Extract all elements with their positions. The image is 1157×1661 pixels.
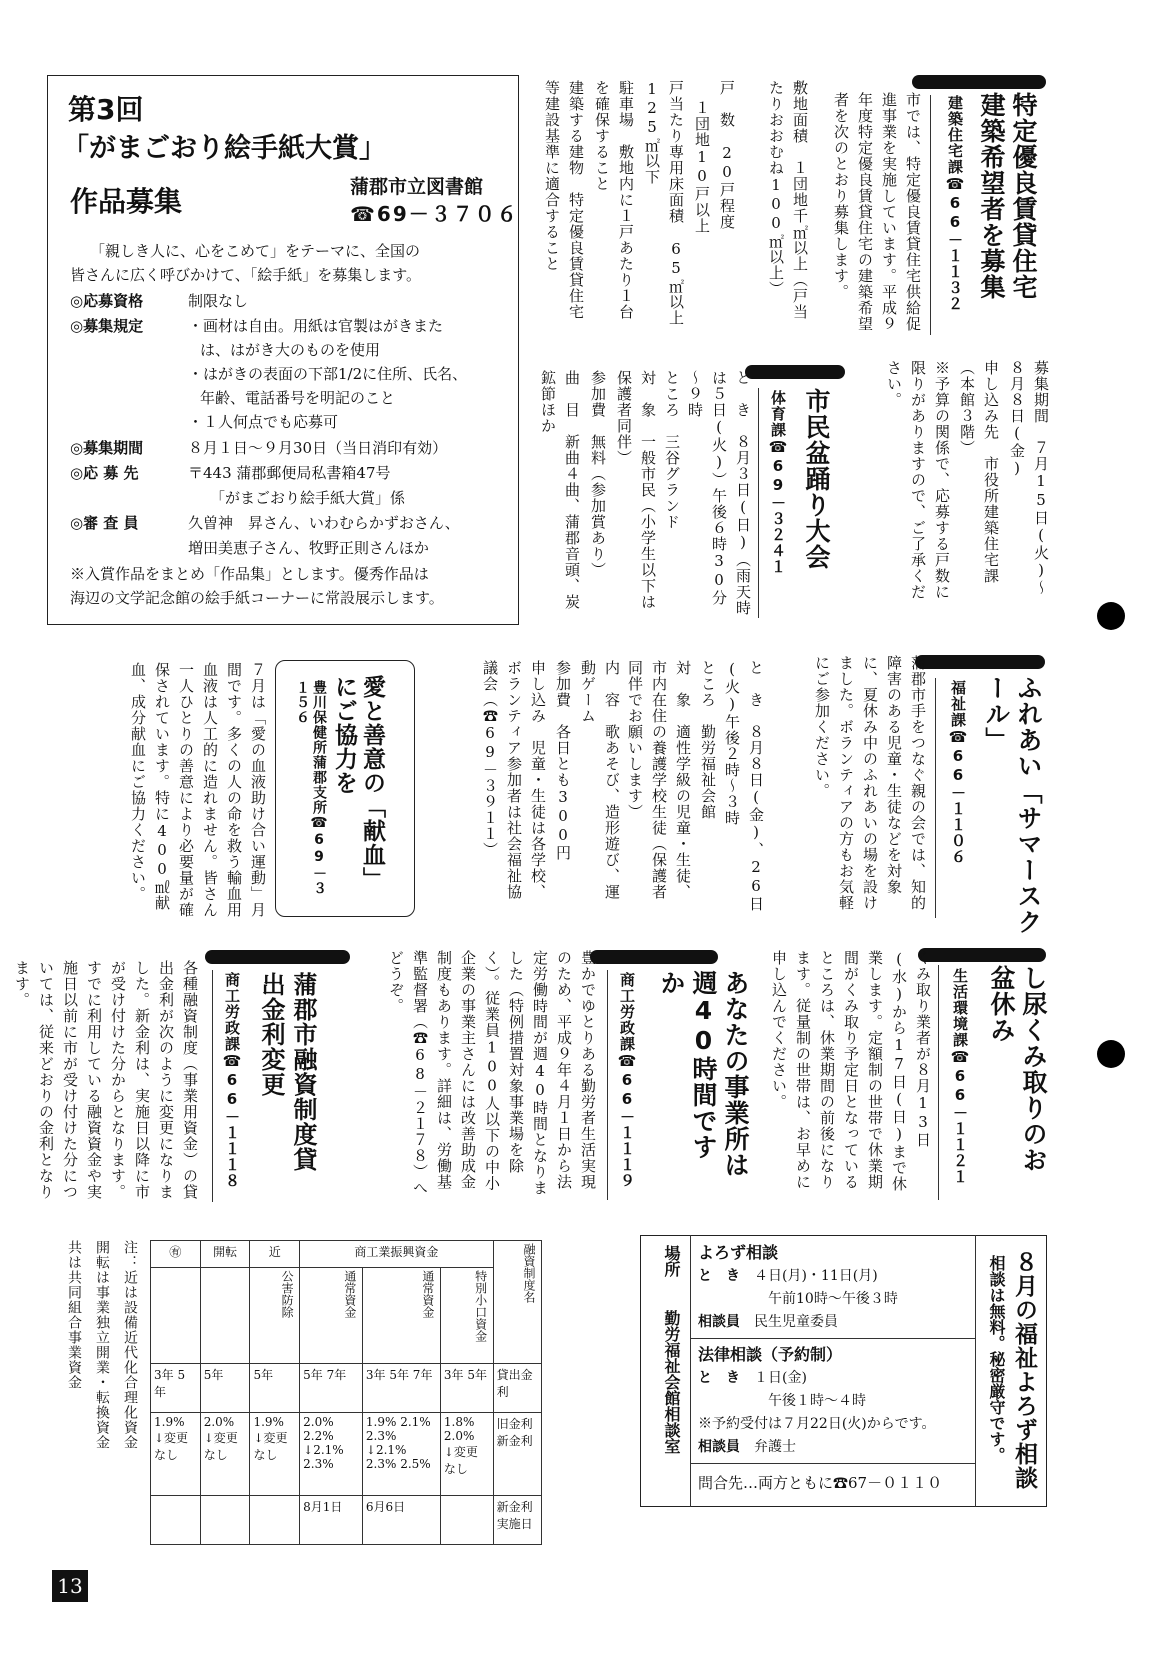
cell-term: 3年 5年	[151, 1364, 201, 1413]
consult-sub: 相談は無料。秘密厳守です。	[987, 1255, 1006, 1463]
fureai-target: 対 象 適性学級の児童・生徒、市内在住の養護学校生徒（保護者同伴でお願いします）	[626, 660, 692, 900]
cell-term: 5年	[200, 1364, 250, 1413]
loan-note-2: 開転は事業独立開業・転換資金	[94, 1240, 110, 1450]
housing-conditions-4: 戸当たり専用床面積 65㎡以上125㎡以下	[643, 80, 685, 326]
contest-address: ◎応 募 先 〒443 蒲郡郵便局私書箱47号	[70, 464, 391, 482]
housing-note: ※予算の関係で、応募する戸数に限りがありますので、ご了承ください。	[885, 360, 951, 600]
cell-term: 3年 5年 7年	[362, 1364, 440, 1413]
cell-name: 特別小口資金	[440, 1268, 493, 1364]
contest-rules-2: は、はがき大のものを使用	[200, 341, 381, 359]
yorozu-staff: 相談員 民生児童委員	[698, 1314, 838, 1330]
fureai-content: 内 容 歌あそび、造形遊び、運動ゲーム	[579, 660, 621, 900]
yorozu-title: よろず相談	[698, 1243, 779, 1262]
consult-place: 勤労福祉会館相談室	[662, 1310, 681, 1454]
cell-date: 8月1日	[300, 1496, 363, 1545]
fureai-fee: 参加費 各日とも300円	[554, 660, 572, 861]
contest-title-2: 「がまごおり絵手紙大賞」	[62, 133, 386, 164]
cell-term: 5年 7年	[300, 1364, 363, 1413]
loan-body: 各種融資制度（事業用資金）の貸出金利が次のように変更になりました。新金利は、実施日以降に市が受け付けた分からとなります。すでに利用している融資資金や実施日以前に市が受け付けた分については、従来どおりの金利となります。	[13, 960, 199, 1200]
housing-dept: 建築住宅課☎66－１１３２	[946, 95, 964, 312]
loan-note-3: 共は共同組合事業資金	[66, 1240, 82, 1390]
fureai-apply: 申し込み 児童・生徒は各学校、ボランティア参加者は社会福祉協議会（☎69－３９１１）	[481, 660, 547, 900]
cell-date	[440, 1496, 493, 1545]
fureai-title: ふれあい「サマースクール」	[982, 675, 1043, 935]
col-group: 商工業振興資金	[300, 1241, 493, 1268]
shinyo-divider	[938, 965, 939, 1200]
work40-dept: 商工労政課☎66－１１１９	[618, 972, 636, 1189]
bon-divider	[758, 388, 759, 618]
bon-title: 市民盆踊り大会	[802, 388, 831, 570]
legal-note: ※予約受付は７月22日(火)からです。	[698, 1416, 936, 1432]
housing-conditions-1: 敷地面積 １団地千㎡以上（戸当たりおおむね100㎡以上）	[767, 80, 809, 320]
housing-bar	[912, 75, 1046, 89]
consult-divider-2	[690, 1235, 691, 1507]
loan-bar	[205, 950, 350, 964]
cell-name: 通常資金	[362, 1268, 440, 1364]
cell-date	[151, 1496, 201, 1545]
contest-eligibility: ◎応募資格 制限なし	[70, 292, 249, 310]
loan-dept: 商工労政課☎66－１１１８	[223, 972, 241, 1189]
contest-note-1: ※入賞作品をまとめ「作品集」とします。優秀作品は	[70, 565, 429, 583]
contest-intro-1: 「親しき人に、心をこめて」をテーマに、全国の	[90, 242, 421, 260]
page-number: 13	[52, 1570, 88, 1602]
loan-body-cont	[560, 1235, 635, 1485]
contest-title-3: 作品募集	[70, 185, 183, 218]
cell-old: 1.9% 2.1% 2.3% ↓2.1% 2.3% 2.5%	[362, 1412, 440, 1495]
loan-title: 蒲郡市融資制度貸出金利変更	[257, 972, 317, 1172]
contest-judges-2: 増田美恵子さん、牧野正則さんほか	[188, 539, 429, 557]
bon-fee: 参加費 無料（参加賞あり）	[589, 370, 607, 578]
bon-songs: 曲 目 新曲４曲、蒲郡音頭、炭鉱節ほか	[539, 370, 581, 610]
contest-org: 蒲郡市立図書館	[350, 176, 484, 198]
col-kin: 近	[250, 1241, 300, 1268]
col-kyo: ㊒	[151, 1241, 201, 1268]
work40-title: あなたの事業所は週40時間ですか	[657, 970, 750, 1178]
contest-intro-2: 皆さんに広く呼びかけて、「絵手紙」を募集します。	[70, 266, 422, 284]
fureai-divider	[935, 678, 936, 918]
contest-address-2: 「がまごおり絵手紙大賞」係	[210, 489, 406, 507]
col-kai: 開転	[200, 1241, 250, 1268]
row-rates: 旧金利 新金利	[493, 1412, 541, 1495]
cell-old: 1.9% ↓変更なし	[250, 1412, 300, 1495]
contest-judges: ◎審 査 員 久曽神 昇さん、いわむらかずおさん、	[70, 514, 460, 532]
cell-old: 2.0% ↓変更なし	[200, 1412, 250, 1495]
cell-term: 3年 5年	[440, 1364, 493, 1413]
contest-rules: ◎募集規定 ・画材は自由。用紙は官製はがきまた	[70, 317, 444, 335]
consult-hr-2	[690, 1463, 976, 1464]
fureai-where: ところ 勤労福祉会館	[699, 660, 717, 820]
cell-name: 通常資金	[300, 1268, 363, 1364]
housing-conditions-3: １団地10戸以上	[693, 100, 711, 234]
cell-term: 5年	[250, 1364, 300, 1413]
shinyo-title: し尿くみ取りのお盆休み	[987, 965, 1048, 1173]
fureai-body: 蒲郡市手をつなぐ親の会では、知的障害のある児童・生徒などを対象に、夏休み中のふれあいの場を設けました。ボランティアの方もお気軽にご参加ください。	[813, 655, 927, 911]
shinyo-dept: 生活環境課☎66－１１２１	[951, 968, 969, 1185]
consult-divider	[975, 1235, 976, 1507]
blood-body: ７月は「愛の血液助け合い運動」月間です。多くの人の命を救う輸血用血液は人工的に造れません。皆さん一人ひとりの善意により必要量が確保されています。特に400㎖献血、成分献血にご協力ください。	[129, 662, 267, 918]
consult-contact: 問合先…両方ともに☎67－０１１０	[698, 1474, 943, 1492]
legal-time: 午後１時～４時	[768, 1393, 866, 1409]
row-term: 貸出金利	[493, 1364, 541, 1413]
legal-when: と き １日(金)	[698, 1370, 807, 1386]
yorozu-when: と き ４日(月)・11日(月)	[698, 1268, 878, 1284]
cell-old: 1.9% ↓変更なし	[151, 1412, 201, 1495]
housing-apply: 申し込み先 市役所建築住宅課（本館３階）	[958, 360, 1000, 584]
bon-target: 対 象 一般市民（小学生以下は保護者同伴）	[615, 370, 657, 610]
contest-title-1: 第3回	[68, 93, 144, 126]
work40-body: 豊かでゆとりある勤労者生活実現のため、平成９年４月１日から法定労働時間が週40時間となりました（特例措置対象事業場を除く）。従業員100人以下の中小企業の事業主さんには改善助成金制度もあります。詳細は、労働基準監督署（☎68－２１７８）へどうぞ。	[387, 950, 597, 1196]
consult-title: ８月の福祉よろず相談	[1011, 1250, 1037, 1490]
fureai-when: と き ８月８日(金)、26日(火)午後２時～３時	[723, 660, 765, 912]
housing-conditions-5: 駐車場 敷地内に１戸あたり１台を確保すること	[593, 80, 635, 320]
housing-divider	[930, 95, 931, 335]
cell-name	[151, 1268, 201, 1364]
bullet-dot-2	[1097, 1040, 1125, 1068]
housing-body: 市では、特定優良賃貸住宅供給促進事業を実施しています。平成９年度特定優良賃貸住宅の建築希望者を次のとおり募集します。	[832, 92, 922, 332]
blood-dept: 豊川保健所蒲郡支所☎69－３１５６	[294, 680, 327, 896]
cell-name	[200, 1268, 250, 1364]
cell-date	[200, 1496, 250, 1545]
blood-title: 愛と善意の「献血」にご協力を	[331, 675, 385, 891]
contest-period: ◎募集期間 ８月１日～９月30日（当日消印有効）	[70, 439, 448, 457]
cell-date	[250, 1496, 300, 1545]
shinyo-bar	[918, 948, 1046, 962]
housing-conditions-6: 建築する建物 特定優良賃貸住宅等建設基準に適合すること	[543, 80, 585, 320]
contest-note-2: 海辺の文学記念館の絵手紙コーナーに常設展示します。	[70, 589, 444, 607]
cell-old: 1.8% 2.0% ↓変更なし	[440, 1412, 493, 1495]
loan-note-1: 注：近は設備近代化合理化資金	[122, 1240, 138, 1450]
cell-date: 6月6日	[362, 1496, 440, 1545]
col-name: 融資制度名	[493, 1241, 541, 1364]
yorozu-time: 午前10時～午後３時	[768, 1291, 898, 1307]
work40-divider	[607, 970, 608, 1200]
shinyo-body: くみ取り業者が８月13日(水)から17日(日)まで休業します。定額制の世帯で休業期間がくみ取り予定日となっているところは、休業期間の前後になります。従量制の世帯は、お早めに申し込んでください。	[770, 950, 932, 1192]
housing-conditions-2: 戸 数 20戸程度	[718, 80, 736, 230]
contest-rules-4: 年齢、電話番号を明記のこと	[200, 389, 396, 407]
contest-rules-3: ・はがきの表面の下部1/2に住所、氏名、	[188, 365, 468, 383]
contest-tel: ☎69－３７０６	[350, 202, 519, 226]
consult-hr-1	[690, 1338, 976, 1339]
bon-bar	[745, 365, 845, 379]
cell-old: 2.0% 2.2% ↓2.1% 2.3%	[300, 1412, 363, 1495]
loan-divider	[212, 970, 213, 1202]
bullet-dot-1	[1097, 602, 1125, 630]
consult-place-label: 場所	[662, 1245, 681, 1277]
bon-where: ところ 三谷グランド	[663, 370, 681, 530]
work40-bar	[590, 950, 718, 964]
loan-table	[150, 1240, 542, 1545]
housing-period: 募集期間 ７月15日(火)～８月８日(金)	[1008, 360, 1050, 596]
fureai-bar	[915, 655, 1045, 669]
contest-rules-5: ・１人何点でも応募可	[188, 413, 339, 431]
row-date: 新金利実施日	[493, 1496, 541, 1545]
legal-staff: 相談員 弁護士	[698, 1439, 796, 1455]
bon-when: と き ８月３日(日)（雨天時は５日(火)）午後６時30分～９時	[686, 370, 752, 616]
housing-title: 特定優良賃貸住宅建築希望者を募集	[977, 92, 1038, 300]
cell-name: 公害防除	[250, 1268, 300, 1364]
fureai-dept: 福祉課☎66－１１０６	[949, 680, 967, 865]
bon-dept: 体育課☎69－３２４１	[769, 390, 787, 575]
legal-title: 法律相談（予約制）	[698, 1345, 843, 1364]
